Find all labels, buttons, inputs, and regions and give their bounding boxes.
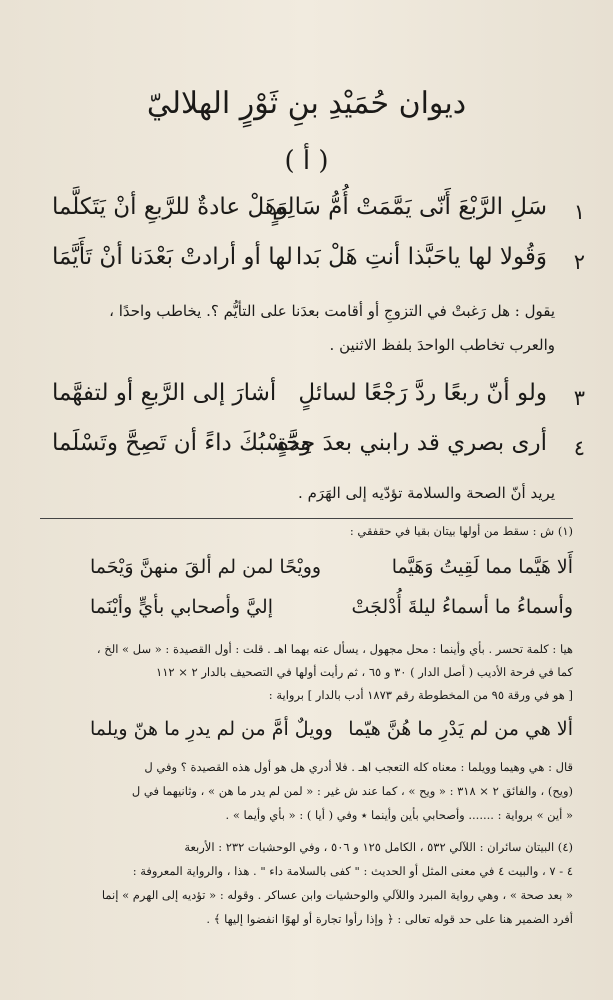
footnote-line: قال : هي وهيما وويلما : معناه كله التعجب اهـ . فلا أدري هل هو أول هذه القصيدة ؟ وفي ل	[144, 760, 573, 774]
page-title: ديوان حُمَيْدِ بنِ ثَوْرٍ الهلاليّ	[146, 86, 467, 121]
verse-second-hemistich: لها أو أرادتْ بَعْدَنا أنْ تَأَيَّمَا	[52, 244, 293, 270]
verse-number: ٣	[573, 386, 585, 410]
verse-second-hemistich: أشارَ إلى الرَّبعِ أو لتفهَّما	[52, 380, 277, 406]
footnote-line: « بعد صحة » ، وهي رواية المبرد واللآلي والوحشيات وابن عساكر . وقوله : « تؤديه إلى الهرم » إنما	[101, 888, 573, 902]
verse-line	[52, 194, 585, 238]
verse-first-hemistich: وأسماءُ ما أسماءُ ليلةَ أُدْلجَتْ	[351, 596, 573, 618]
verse-second-hemistich: وَهَلْ عادةٌ للرَّبعِ أنْ يَتَكلَّما	[52, 194, 289, 220]
verse-second-hemistich: وويْحًا لمن لم ألقَ منهنَّ وَيْحَما	[90, 556, 322, 578]
verse-number: ٢	[573, 250, 585, 274]
verse-first-hemistich: وَقُولا لها ياحَبَّذا أنتِ هَلْ بَدا	[295, 244, 547, 270]
verse-first-hemistich: ألا هي من لم يَدْرِ ما هُنَّ هيّما	[348, 718, 573, 740]
verse-number: ٤	[573, 436, 585, 460]
footnote-verse	[90, 556, 573, 590]
verse-second-hemistich: وحَسْبُكَ داءً أن تَصِحَّ وتَسْلَما	[52, 430, 312, 456]
footnote-line: أفرد الضمير هنا على حد قوله تعالى : ﴿ وإذا رأوا تجارة أو لهوًا انفضوا إليها ﴾ .	[206, 912, 573, 926]
verse-first-hemistich: ولو أنّ ربعًا ردَّ رَجْعًا لسائلٍ	[298, 380, 547, 406]
footnote-verse	[90, 718, 573, 752]
footnote-line: كما في فرحة الأديب ( أصل الدار ) ٣٠ و ٦٥ ، ثم رأيت أولها في التصحيف بالدار ٢ × ١١٢	[156, 665, 573, 679]
footnote-line: ٤ - ٧ ، والبيت ٤ في معنى المثل أو الحديث : " كفى بالسلامة داء " . هذا ، والرواية المعروفة :	[132, 864, 573, 878]
verse-line	[52, 380, 585, 424]
footnote-line: هيا : كلمة تحسر . بأي وأينما : محل مجهول ، يسأل عنه بهما اهـ . قلت : أول القصيدة : « سل » الخ ،	[96, 642, 573, 656]
verse-first-hemistich: أرى بصري قد رابني بعدَ حِدَّةٍ	[276, 430, 547, 456]
commentary-line: يقول : هل رَغبتْ في التزوجِ أو أقامت بعدَنا على التأيُّم ؟. يخاطب واحدًا ،	[109, 302, 555, 320]
verse-first-hemistich: سَلِ الرَّبْعَ أَنّى يَمَّمَتْ أُمُّ سَالِمٍ	[272, 194, 547, 220]
footnote-line: « أين » برواية : ....... وأصحابي بأين وأينما ٭ وفي ( أيا ) : « بأي وأيما » .	[225, 808, 573, 822]
footnote-line: (ويح) ، والفائق ٢ × ٣١٨ : « ويح » ، كما عند ش غير : « لمن لم يدر ما هن » ، وثانيهما في ل	[131, 784, 573, 798]
footnote-divider	[40, 518, 573, 519]
verse-second-hemistich: إليَّ وأصحابي بأيٍّ وأيْنَما	[90, 596, 273, 618]
footnote-line: [ هو في ورقة ٩٥ من المخطوطة رقم ١٨٧٣ أدب بالدار ] برواية :	[268, 688, 573, 702]
footnote-line: (٤) البيتان سائران : اللآلي ٥٣٢ ، الكامل ١٢٥ و ٥٠٦ ، وفي الوحشيات ٢٣٢ : الأربعة	[184, 840, 573, 854]
verse-second-hemistich: وويلٌ أمَّ من لم يدرِ ما هنّ ويلما	[90, 718, 333, 740]
verse-line	[52, 244, 585, 288]
verse-first-hemistich: أَلا هَيَّما مما لَقِيتُ وَهَيَّما	[391, 556, 573, 578]
verse-number: ١	[573, 200, 585, 224]
commentary-line: يريد أنّ الصحة والسلامة تؤدّيه إلى الهَرَم .	[298, 484, 555, 502]
section-marker: ( أ )	[284, 146, 329, 176]
verse-line	[52, 430, 585, 474]
footnote-verse	[90, 596, 573, 630]
footnote-heading: (١) ش : سقط من أولها بيتان بقيا في حقفقي :	[349, 524, 573, 538]
commentary-line: والعرب تخاطب الواحدَ بلفظ الاثنين .	[329, 336, 555, 354]
